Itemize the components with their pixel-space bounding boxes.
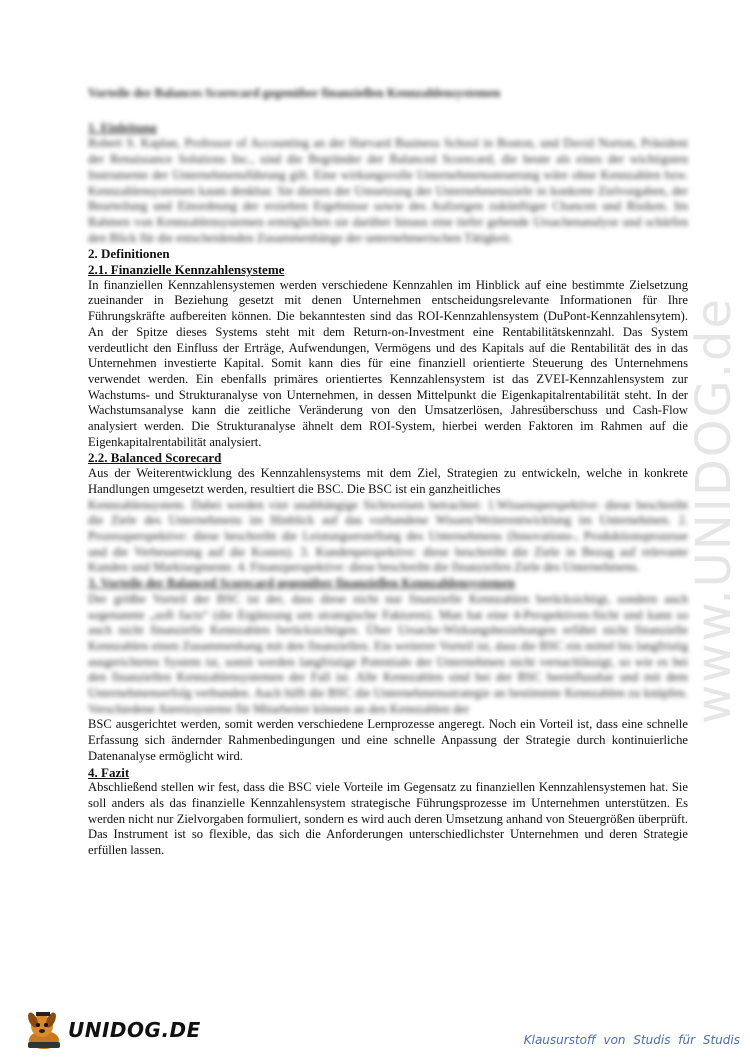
logo-text: UNIDOG.DE (68, 1018, 201, 1042)
section-2-2-body-visible: Aus der Weiterentwicklung des Kennzahlensystems mit dem Ziel, Strategien zu entwickeln, welche in konkrete Handlungen umgesetzt werden, resultiert die BSC. Die BSC ist ein ganzheitliches (88, 466, 688, 496)
footer-tagline: Klausurstoff von Studis für Studis (523, 1033, 740, 1047)
document-content (88, 86, 688, 859)
unidog-logo[interactable] (20, 1010, 201, 1050)
section-2-1-heading: 2.1. Finanzielle Kennzahlensysteme (88, 262, 285, 278)
section-1-heading: 1. Einleitung (88, 120, 157, 135)
document-title: Vorteile der Balances Scorecard gegenüber finanziellen Kennzahlensystemen (88, 86, 501, 100)
section-3-body-blurred: Der größte Vorteil der BSC ist der, dass diese nicht nur finanzielle Kennzahlen berücksichtigt, sondern auch sogenannte „soft facts“ (die Ergänzung um strategische Faktoren). Man hat eine 4-Perspektiven-Sicht und kann so auch nicht finanzielle Kennzahlen berücksichtigen. Über Ursache-Wirkungsbeziehungen erfährt nicht finanzielle Kennzahlen einen Zusammenhang mit den finanziellen. Ein weiterer Vorteil ist, dass die BSC ein mittel bis langfristig ausgerichtetes System ist, somit werden langfristige Potentiale der Unternehmen nicht vernachlässigt, so wie es bei den finanziellen Kennzahlensystemen der Fall ist. Alle Kennzahlen sind bei der BSC beeinflussbar und mit dem Unternehmenserfolg verbunden. Auch hilft die BSC die Unternehmensstrategie an bestimmte Kennzahlen zu knüpfen. Verschiedene Anreizsysteme für Mitarbeiter können an den Kennzahlen der (88, 591, 688, 716)
section-1-body: Robert S. Kaplan, Professor of Accounting an der Harvard Business School in Boston, und David Norton, Präsident der Renaissance Solutions Inc., sind die Begründer der Balanced Scorecard, die heute als eines der wichtigsten Instrumente der Unternehmensführung gilt. Eine wirkungsvolle Unternehmenssteuerung wäre ohne Kennzahlen bzw. Kennzahlensystemen kaum denkbar. Sie dienen der Umsetzung der Unternehmensziele in konkrete Zielvorgaben, der Beurteilung und Einordnung der erzielten Ergebnisse sowie des Aufzeigen zukünftiger Chancen und Risiken. Im Rahmen von Kennzahlensystemen ermöglichen sie darüber hinaus eine tiefer gehende Ursachenanalyse und schärfen den Blick für die entscheidenden Zusammenhänge der unternehmerischen Tätigkeit. (88, 136, 688, 245)
section-2-1-body: In finanziellen Kennzahlensystemen werden verschiedene Kennzahlen im Hinblick auf eine bestimmte Zielsetzung zueinander in Beziehung gesetzt mit denen Unternehmen entscheidungsrelevante Informationen für Ihre Führungskräfte aufbereiten können. Die bekanntesten sind das ROI-Kennzahlensystem (DuPont-Kennzahlensytem). An der Spitze dieses Systems steht mit dem Return-on-Investment eine Rentabilitätskennzahl. Das System verdeutlicht den Einfluss der Erträge, Aufwendungen, Vermögens und des Kapitals auf die Rentabilität des in das Unternehmen investierte Kapital. Somit kann dies für eine finanziell orientierte Steuerung des Unternehmens verwendet werden. Ein ebenfalls primäres orientiertes Kennzahlensystem ist das ZVEI-Kennzahlensystem zur Wachstums- und Strukturanalyse von Unternehmen, in dessen Mittelpunkt die Eigenkapitalrentabilität steht. In der Wachstumsanalyse kann die zeitliche Veränderung von den Umsatzerlösen, Jahresüberschuss und Cash-Flow analysiert werden. Die Strukturanalyse ähnelt dem ROI-System, hierbei werden Faktoren im Rahmen auf die Eigenkapitalrentabilität analysiert. (88, 277, 688, 449)
section-2-2-body-blurred: Kennzahlensystem. Dabei werden vier unabhängige Sichtweisen betrachtet: 1.Wissensperspektive: diese beschreibt die Ziele des Unternehmens im Hinblick auf das vorhandene Wissen/Weiterentwicklung im Unternehmen. 2. Prozessperspektive: diese beschreibt die Leistungserstellung des Unternehmens (Innovations-, Produktionsprozesse und die Verbesserung auf die Kosten). 3. Kundenperspektive: diese beschreibt die Ziele in Bezug auf relevante Kunden und Marktsegmente. 4. Finanzperspektive: diese beschreibt die finanziellen Ziele des Unternehmens. (88, 497, 688, 575)
section-3-heading: 3. Vorteile der Balanced Scorecard gegenüber finanziellen Kennzahlensystemen (88, 576, 515, 591)
section-3-body-visible: BSC ausgerichtet werden, somit werden verschiedene Lernprozesse angeregt. Noch ein Vorteil ist, dass eine schnelle Erfassung sich ändernder Rahmenbedingungen und eine schnelle Anpassung der Strategie durch kontinuierliche Datenanalyse ermöglicht wird. (88, 717, 688, 763)
section-4-body: Abschließend stellen wir fest, dass die BSC viele Vorteile im Gegensatz zu finanziellen Kennzahlensystemen hat. Sie soll anders als das finanzielle Kennzahlensystem strategische Führungsprozesse im Unternehmen unterstützen. Es werden nicht nur Zielvorgaben formuliert, sondern es wird auch deren Umsetzung anhand von Steuergrößen überprüft. Das Instrument ist so flexible, das sich die Anforderungen unterschiedlichster Unternehmen und deren Strategie erfüllen lassen. (88, 780, 688, 858)
dog-mascot-icon (20, 1008, 72, 1052)
section-2-heading: 2. Definitionen (88, 246, 170, 262)
section-2-2-heading: 2.2. Balanced Scorecard (88, 450, 222, 466)
watermark: www.UNIDOG.de (686, 296, 742, 724)
section-4-heading: 4. Fazit (88, 764, 130, 780)
